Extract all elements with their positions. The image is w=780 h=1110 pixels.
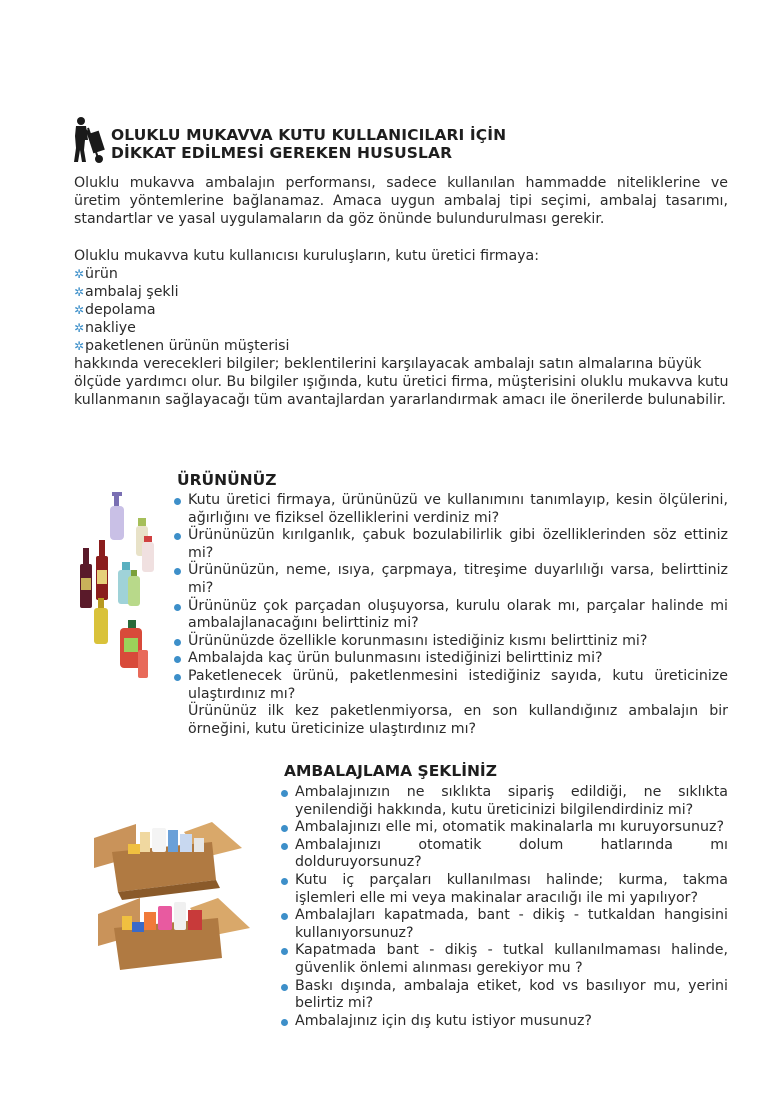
section-title-product: ÜRÜNÜNÜZ <box>177 471 277 489</box>
intro-paragraph: Oluklu mukavva ambalajın performansı, sadece kullanılan hammadde niteliklerine ve üretim yöntemlerine bağlanamaz. Amaca uygun ambalaj tipi seçimi, ambalaj tasarımı, standartlar ve yasal uygulamaların da göz önünde bulundurulması gerekir. <box>74 175 728 227</box>
page-title-line1: OLUKLU MUKAVVA KUTU KULLANICILARI İÇİN <box>111 126 507 144</box>
list-item: Ambalajınızın ne sıklıkta sipariş edildiği, ne sıklıkta yenilendiği hakkında, kutu üreticinizi bilgilendirdiniz mi? <box>281 784 728 819</box>
list-item: Ambalajda kaç ürün bulunmasını istediğinizi belirttiniz mi? <box>174 650 728 668</box>
bullet-dot-icon <box>281 913 288 920</box>
bullet-dot-icon <box>281 843 288 850</box>
section-title-packaging: AMBALAJLAMA ŞEKLİNİZ <box>284 762 497 780</box>
list-item: Ambalajları kapatmada, bant - dikiş - tutkaldan hangisini kullanıyorsunuz? <box>281 907 728 942</box>
list-item: Ürününüzün kırılganlık, çabuk bozulabilirlik gibi özelliklerinden söz ettiniz mi? <box>174 527 728 562</box>
star-item: ✲ paketlenen ürünün müşterisi <box>74 338 290 354</box>
star-icon: ✲ <box>74 267 85 281</box>
bullet-dot-icon <box>281 984 288 991</box>
bullet-dot-icon <box>281 1019 288 1026</box>
list-item: Kutu üretici firmaya, ürününüzü ve kullanımını tanımlayıp, kesin ölçülerini, ağırlığını ve fiziksel özelliklerini verdiniz mi? <box>174 492 728 527</box>
list-item: Ürününüzde özellikle korunmasını istediğiniz kısmı belirttiniz mi? <box>174 633 728 651</box>
bullet-dot-icon <box>281 790 288 797</box>
bullet-dot-icon <box>281 948 288 955</box>
list-item: Ambalajınızı otomatik dolum hatlarında mı dolduruyorsunuz? <box>281 837 728 872</box>
bullet-dot-icon <box>281 825 288 832</box>
page-title <box>111 126 506 162</box>
list-item: Paketlenecek ürünü, paketlenmesini istediğiniz sayıda, kutu üreticinize ulaştırdınız mı? <box>174 668 728 703</box>
star-item: ✲ ambalaj şekli <box>74 284 179 300</box>
list-item: Ambalajınızı elle mi, otomatik makinalarla mı kuruyorsunuz? <box>281 819 728 837</box>
list-item-extra: Ürününüz ilk kez paketlenmiyorsa, en son kullandığınız ambalajın bir örneğini, kutu üreticinize ulaştırdınız mı? <box>188 703 728 737</box>
list-item: Ürününüzün, neme, ısıya, çarpmaya, titreşime duyarlılığı varsa, belirttiniz mi? <box>174 562 728 597</box>
star-icon: ✲ <box>74 339 85 353</box>
page-title-line2: DİKKAT EDİLMESİ GEREKEN HUSUSLAR <box>111 144 453 162</box>
bullet-dot-icon <box>174 639 181 646</box>
bullet-dot-icon <box>174 498 181 505</box>
star-icon: ✲ <box>74 303 85 317</box>
list-item: Kutu iç parçaları kullanılması halinde; kurma, takma işlemleri elle mi veya makinalar aracılığı ile mi yapılıyor? <box>281 872 728 907</box>
list-item: Ambalajınız için dış kutu istiyor musunuz? <box>281 1013 728 1031</box>
bullet-dot-icon <box>174 656 181 663</box>
packaging-questions-list <box>281 784 728 1030</box>
star-item: ✲ depolama <box>74 302 156 318</box>
bullet-dot-icon <box>174 533 181 540</box>
lead-paragraph: Oluklu mukavva kutu kullanıcısı kuruluşların, kutu üretici firmaya: <box>74 248 540 264</box>
worker-with-hand-truck-icon <box>72 116 106 164</box>
bullet-dot-icon <box>174 674 181 681</box>
open-cardboard-boxes-illustration <box>92 818 268 970</box>
product-questions-list <box>174 492 728 738</box>
star-icon: ✲ <box>74 321 85 335</box>
star-list <box>74 265 290 355</box>
list-item: Kapatmada bant - dikiş - tutkal kullanılmaması halinde, güvenlik önlemi alınması gerekiyor mu ? <box>281 942 728 977</box>
star-item: ✲ nakliye <box>74 320 136 336</box>
bullet-dot-icon <box>281 878 288 885</box>
bullet-dot-icon <box>174 568 181 575</box>
star-icon: ✲ <box>74 285 85 299</box>
star-item: ✲ ürün <box>74 266 118 282</box>
list-item: Baskı dışında, ambalaja etiket, kod vs basılıyor mu, yerini belirtiz mi? <box>281 978 728 1013</box>
outro-paragraph: hakkında verecekleri bilgiler; beklentilerini karşılayacak ambalajı satın almalarına büyük ölçüde yardımcı olur. Bu bilgiler ışığında, kutu üretici firma, müşterisini oluklu mukavva kutu kullanmanın sağlayacağı tüm avantajlardan yararlandırmak amacı ile önerilerde bulunabilir. <box>74 356 729 408</box>
bottles-and-products-illustration <box>76 490 162 690</box>
bullet-dot-icon <box>174 604 181 611</box>
list-item: Ürününüz çok parçadan oluşuyorsa, kurulu olarak mı, parçalar halinde mi ambalajlanacağını belirttiniz mi? <box>174 598 728 633</box>
